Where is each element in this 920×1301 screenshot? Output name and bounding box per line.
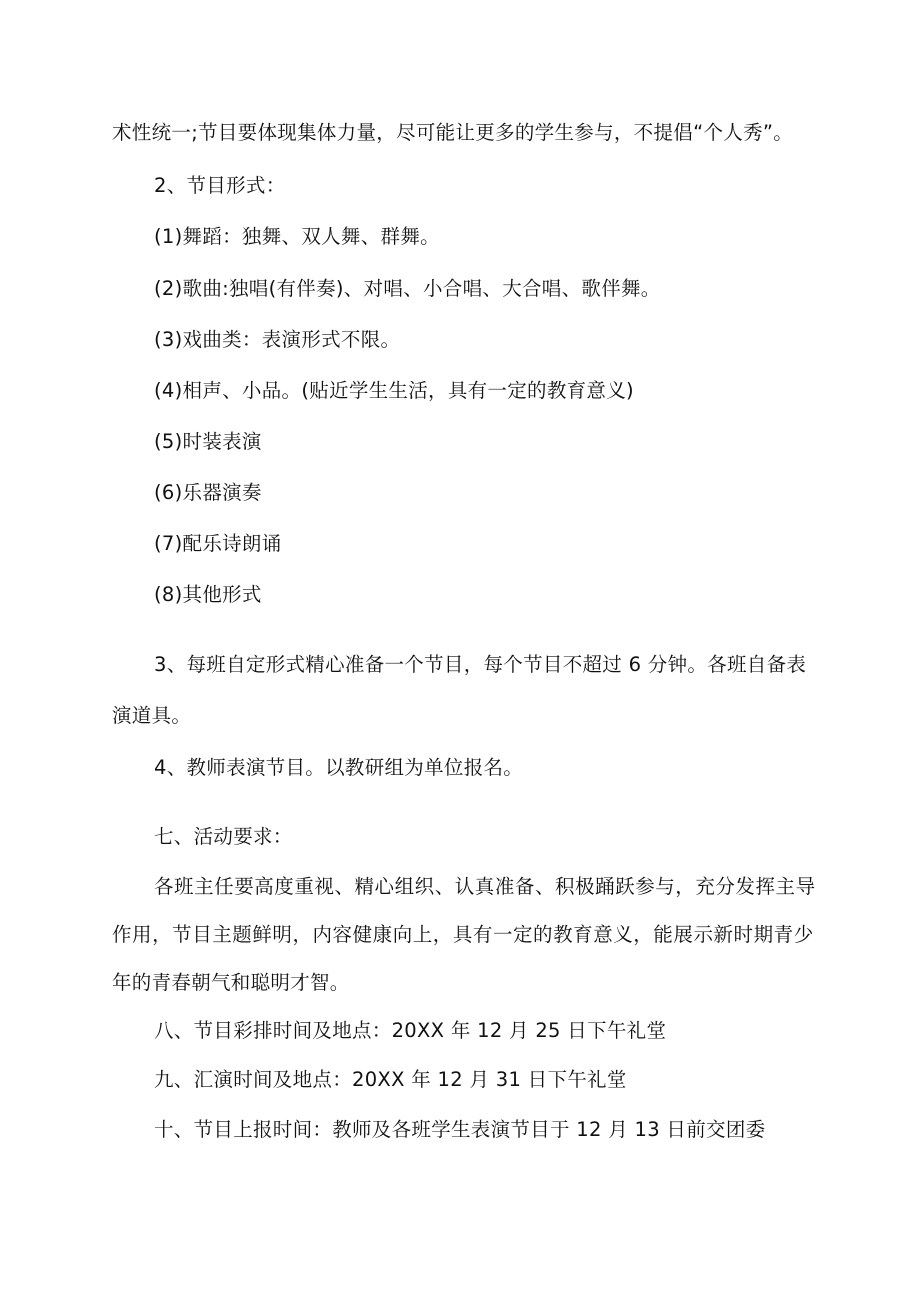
list-item: (5)时装表演 bbox=[154, 430, 262, 453]
paragraph-line: 年的青春朝气和聪明才智。 bbox=[112, 971, 350, 994]
paragraph-line: 各班主任要高度重视、精心组织、认真准备、积极踊跃参与，充分发挥主导 bbox=[154, 875, 816, 898]
list-item: (2)歌曲:独唱(有伴奏)、对唱、小合唱、大合唱、歌伴舞。 bbox=[154, 277, 661, 300]
section-heading: 八、节目彩排时间及地点：20XX 年 12 月 25 日下午礼堂 bbox=[154, 1019, 667, 1042]
list-item: (7)配乐诗朗诵 bbox=[154, 532, 282, 555]
paragraph-line: 4、教师表演节目。以教研组为单位报名。 bbox=[154, 756, 524, 779]
paragraph-line: 术性统一;节目要体现集体力量，尽可能让更多的学生参与，不提倡“个人秀”。 bbox=[112, 121, 794, 144]
section-heading: 七、活动要求： bbox=[154, 825, 293, 848]
list-item: (4)相声、小品。(贴近学生生活，具有一定的教育意义) bbox=[154, 379, 634, 402]
list-item: (3)戏曲类：表演形式不限。 bbox=[154, 328, 401, 351]
section-heading: 十、节目上报时间：教师及各班学生表演节目于 12 月 13 日前交团委 bbox=[154, 1118, 766, 1141]
paragraph-line: 3、每班自定形式精心准备一个节目，每个节目不超过 6 分钟。各班自备表 bbox=[154, 653, 807, 676]
section-heading: 2、节目形式： bbox=[154, 174, 286, 197]
list-item: (1)舞蹈：独舞、双人舞、群舞。 bbox=[154, 225, 440, 248]
list-item: (8)其他形式 bbox=[154, 583, 262, 606]
list-item: (6)乐器演奏 bbox=[154, 481, 262, 504]
section-heading: 九、汇演时间及地点：20XX 年 12 月 31 日下午礼堂 bbox=[154, 1068, 627, 1091]
paragraph-line: 作用，节目主题鲜明，内容健康向上，具有一定的教育意义，能展示新时期青少 bbox=[112, 923, 814, 946]
paragraph-line: 演道具。 bbox=[112, 704, 192, 727]
